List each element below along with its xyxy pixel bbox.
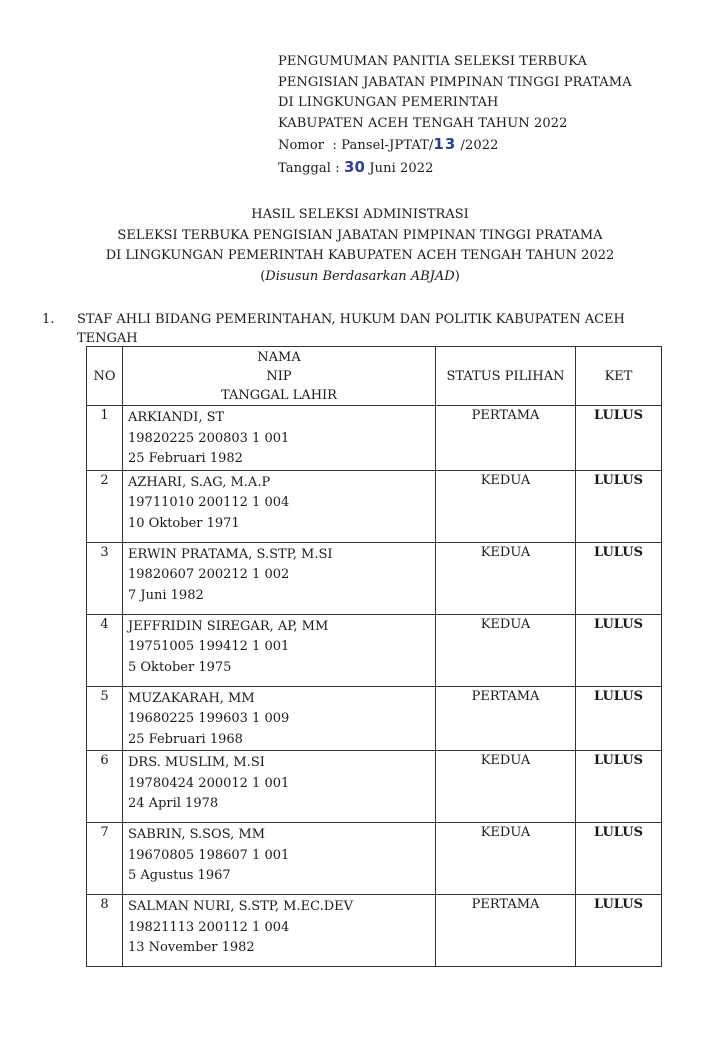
header-line-4: KABUPATEN ACEH TENGAH TAHUN 2022 <box>278 115 568 131</box>
header-line-1: PENGUMUMAN PANITIA SELEKSI TERBUKA <box>278 54 588 69</box>
cell-nama-tanggal-lahir: 25 Februari 1982 <box>128 451 243 466</box>
cell-nama-tanggal-lahir: 24 April 1978 <box>128 796 219 811</box>
cell-nama-name: ARKIANDI, ST <box>128 410 225 425</box>
cell-nama-nip: 19780424 200012 1 001 <box>128 775 290 791</box>
results-table <box>86 346 662 967</box>
announcement-header <box>278 52 632 179</box>
cell-nama-name: SABRIN, S.SOS, MM <box>128 827 266 842</box>
cell-status: KEDUA <box>436 542 576 614</box>
header-no: NO <box>87 347 123 406</box>
cell-nama <box>123 686 436 751</box>
cell-nama-tanggal-lahir: 5 Agustus 1967 <box>128 868 231 883</box>
section-text: STAF AHLI BIDANG PEMERINTAHAN, HUKUM DAN POLITIK KABUPATEN ACEH TENGAH <box>77 312 625 346</box>
title-line-3: DI LINGKUNGAN PEMERINTAH KABUPATEN ACEH TENGAH TAHUN 2022 <box>105 248 615 263</box>
cell-nama <box>123 823 436 895</box>
cell-no: 1 <box>87 406 123 471</box>
cell-no: 4 <box>87 614 123 686</box>
table-row <box>87 751 662 823</box>
cell-no: 3 <box>87 542 123 614</box>
cell-nama-name: DRS. MUSLIM, M.SI <box>128 755 265 770</box>
cell-no: 2 <box>87 470 123 542</box>
cell-status: PERTAMA <box>436 686 576 751</box>
cell-ket: LULUS <box>576 895 662 967</box>
cell-ket: LULUS <box>576 751 662 823</box>
tanggal-rest: Juni 2022 <box>369 160 434 176</box>
cell-nama-tanggal-lahir: 10 Oktober 1971 <box>128 515 240 531</box>
cell-nama-tanggal-lahir: 25 Februari 1968 <box>128 731 243 747</box>
cell-ket: LULUS <box>576 686 662 751</box>
table-row <box>87 470 662 542</box>
cell-nama-name: AZHARI, S.AG, M.A.P <box>128 474 271 490</box>
cell-ket: LULUS <box>576 823 662 895</box>
cell-nama-nip: 19821113 200112 1 004 <box>128 919 290 935</box>
cell-ket: LULUS <box>576 406 662 471</box>
cell-status: KEDUA <box>436 614 576 686</box>
cell-status: KEDUA <box>436 751 576 823</box>
nomor-prefix: : Pansel-JPTAT/ <box>332 138 434 153</box>
cell-nama-tanggal-lahir: 7 Juni 1982 <box>128 587 204 603</box>
cell-ket: LULUS <box>576 470 662 542</box>
nomor-label: Nomor <box>278 138 325 153</box>
title-line-1: HASIL SELEKSI ADMINISTRASI <box>251 207 469 222</box>
header-line-2: PENGISIAN JABATAN PIMPINAN TINGGI PRATAMA <box>278 74 632 90</box>
cell-nama-name: SALMAN NURI, S.STP, M.EC.DEV <box>128 899 354 914</box>
title-paren-open: ( <box>260 268 266 284</box>
section-number: 1. <box>42 312 55 327</box>
cell-status: KEDUA <box>436 470 576 542</box>
cell-nama-name: MUZAKARAH, MM <box>128 690 255 706</box>
table-row <box>87 542 662 614</box>
title-subtitle: Disusun Berdasarkan ABJAD <box>265 268 455 284</box>
tanggal-label: Tanggal <box>278 160 332 176</box>
table-row <box>87 823 662 895</box>
cell-nama <box>123 406 436 471</box>
nomor-suffix: /2022 <box>460 138 499 153</box>
cell-nama-nip: 19680225 199603 1 009 <box>128 711 290 726</box>
cell-nama-tanggal-lahir: 5 Oktober 1975 <box>128 659 232 675</box>
cell-no: 5 <box>87 686 123 751</box>
cell-status: PERTAMA <box>436 406 576 471</box>
header-nama-label: NAMA <box>257 349 301 365</box>
cell-ket: LULUS <box>576 614 662 686</box>
cell-no: 6 <box>87 751 123 823</box>
title-line-4 <box>40 267 680 288</box>
cell-nama-name: JEFFRIDIN SIREGAR, AP, MM <box>128 618 329 634</box>
cell-nama <box>123 614 436 686</box>
title-line-2: SELEKSI TERBUKA PENGISIAN JABATAN PIMPINAN TINGGI PRATAMA <box>117 227 603 243</box>
document-title <box>40 205 680 287</box>
cell-nama-nip: 19820225 200803 1 001 <box>128 430 290 446</box>
header-nomor <box>278 134 632 157</box>
nomor-handwritten-number: 13 <box>433 135 457 153</box>
cell-nama <box>123 751 436 823</box>
cell-nama <box>123 895 436 967</box>
cell-no: 8 <box>87 895 123 967</box>
cell-no: 7 <box>87 823 123 895</box>
header-nama <box>123 347 436 406</box>
header-nip-label: NIP <box>266 368 292 384</box>
header-line-3: DI LINGKUNGAN PEMERINTAH <box>278 95 499 110</box>
cell-nama-nip: 19711010 200112 1 004 <box>128 495 290 510</box>
table-row <box>87 614 662 686</box>
table-header-row <box>87 347 662 406</box>
cell-nama <box>123 470 436 542</box>
header-ket: KET <box>576 347 662 406</box>
cell-nama-nip: 19751005 199412 1 001 <box>128 639 290 654</box>
header-status: STATUS PILIHAN <box>436 347 576 406</box>
cell-nama-nip: 19820607 200212 1 002 <box>128 567 290 582</box>
cell-nama <box>123 542 436 614</box>
cell-nama-nip: 19670805 198607 1 001 <box>128 847 290 863</box>
cell-status: KEDUA <box>436 823 576 895</box>
cell-nama-name: ERWIN PRATAMA, S.STP, M.SI <box>128 546 333 562</box>
cell-ket: LULUS <box>576 542 662 614</box>
table-row <box>87 406 662 471</box>
header-tanggal <box>278 157 632 180</box>
title-paren-close: ) <box>454 268 460 284</box>
cell-status: PERTAMA <box>436 895 576 967</box>
tanggal-handwritten-day: 30 <box>344 157 366 176</box>
cell-nama-tanggal-lahir: 13 November 1982 <box>128 940 255 955</box>
table-row <box>87 895 662 967</box>
header-tanggal-lahir-label: TANGGAL LAHIR <box>221 387 337 403</box>
tanggal-separator: : <box>335 160 340 176</box>
table-row <box>87 686 662 751</box>
